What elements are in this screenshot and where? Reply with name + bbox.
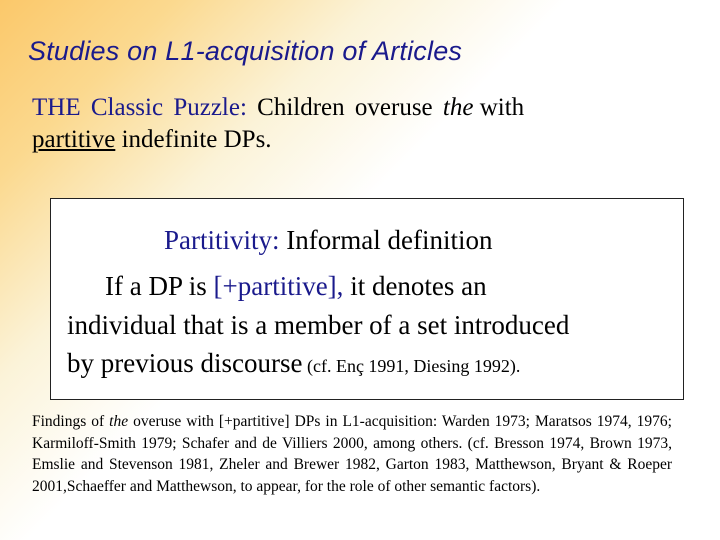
findings-paragraph (32, 411, 672, 497)
puzzle-label: THE Classic Puzzle: (32, 94, 247, 121)
puzzle-text: Children overuse (246, 94, 443, 121)
heading-rest: Informal definition (279, 225, 493, 255)
definition-rest: it denotes an (343, 271, 487, 301)
heading-term: Partitivity: (164, 225, 280, 255)
findings-intro: Findings of (32, 413, 110, 430)
definition-line-2: individual that is a member of a set introduced (67, 310, 570, 340)
findings-article: the (109, 413, 129, 430)
puzzle-partitive: partitive (32, 126, 116, 153)
findings-body: overuse with [+partitive] DPs in L1-acquisition: Warden 1973; Maratsos 1974, 1976; Karmiloff-Smith 1979; Schafer and de Villiers 2000, among others. (cf. Bresson 1974, Brown 1973, Emslie and Stevenson 1981, Zheler and Brewer 1982, Garton 1983, Matthewson, Bryant & Roeper 2001,Schaeffer and Matthewson, to appear, for the role of other semantic factors). (32, 413, 672, 495)
definition-box (50, 198, 684, 400)
puzzle-statement (32, 92, 692, 156)
definition-main: by previous discourse (67, 348, 303, 378)
definition-heading (164, 225, 492, 256)
definition-line-1 (105, 271, 487, 302)
definition-citation: (cf. Enç 1991, Diesing 1992). (302, 356, 521, 376)
puzzle-article: the (442, 94, 474, 121)
definition-start: If a DP is (105, 271, 214, 301)
definition-line-3 (67, 348, 520, 379)
slide-title: Studies on L1-acquisition of Articles (28, 36, 463, 66)
definition-feature: [+partitive], (213, 271, 344, 301)
puzzle-text-end: indefinite DPs. (115, 126, 272, 153)
puzzle-text-with: with (473, 94, 525, 121)
